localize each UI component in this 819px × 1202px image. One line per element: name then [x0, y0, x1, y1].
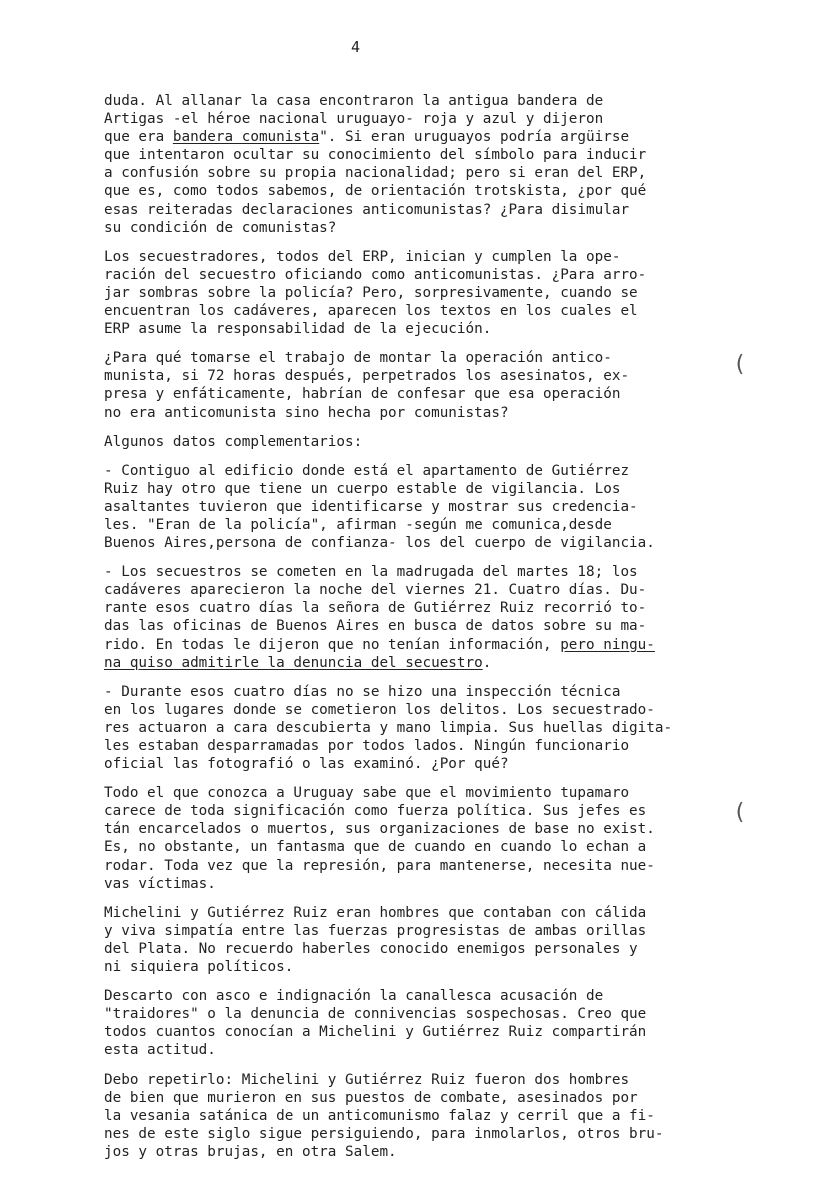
text-line: Algunos datos complementarios:	[104, 433, 363, 450]
text-line: rido. En todas le dijeron que no tenían información, pero ningu-	[104, 636, 655, 653]
text-line: rodar. Toda vez que la represión, para mantenerse, necesita nue-	[104, 857, 655, 874]
text-line: das las oficinas de Buenos Aires en busca de datos sobre su ma-	[104, 618, 647, 635]
margin-bracket-mark: (	[733, 800, 747, 825]
text-line: todos cuantos conocían a Michelini y Gutiérrez Ruiz compartirán	[104, 1024, 647, 1041]
paragraph-5	[104, 462, 764, 552]
text-line: y viva simpatía entre las fuerzas progresistas de ambas orillas	[104, 922, 647, 939]
text-line: encuentran los cadáveres, aparecen los textos en los cuales el	[104, 303, 638, 320]
text-line: ¿Para qué tomarse el trabajo de montar la operación antico-	[104, 350, 612, 367]
text-line: su condición de comunistas?	[104, 219, 337, 236]
text-line: munista, si 72 horas después, perpetrados los asesinatos, ex-	[104, 368, 630, 385]
text-line: que es, como todos sabemos, de orientación trotskista, ¿por qué	[104, 183, 647, 200]
text-line: esas reiteradas declaraciones anticomunistas? ¿Para disimular	[104, 201, 630, 218]
text-line: que era bandera comunista". Si eran uruguayos podría argüirse	[104, 129, 630, 146]
text-line: no era anticomunista sino hecha por comunistas?	[104, 404, 509, 421]
text-line: Descarto con asco e indignación la canallesca acusación de	[104, 988, 604, 1005]
text-line: la vesania satánica de un anticomunismo falaz y cerril que a fi-	[104, 1107, 655, 1124]
text-line: ración del secuestro oficiando como anticomunistas. ¿Para arro-	[104, 266, 647, 283]
text-line: Todo el que conozca a Uruguay sabe que el movimiento tupamaro	[104, 785, 630, 802]
text-line: na quiso admitirle la denuncia del secuestro.	[104, 654, 492, 671]
paragraph-10	[104, 987, 764, 1059]
text-line: rante esos cuatro días la señora de Gutiérrez Ruiz recorrió to-	[104, 600, 647, 617]
text-line: tán encarcelados o muertos, sus organizaciones de base no exist.	[104, 821, 655, 838]
paragraph-2	[104, 248, 764, 338]
paragraph-1	[104, 92, 764, 237]
text-line: - Los secuestros se cometen en la madrugada del martes 18; los	[104, 564, 638, 581]
underlined-phrase: bandera comunista	[172, 129, 320, 146]
text-line: Buenos Aires,persona de confianza- los del cuerpo de vigilancia.	[104, 535, 655, 552]
text-line: ni siquiera políticos.	[104, 959, 294, 976]
text-line: ERP asume la responsabilidad de la ejecución.	[104, 321, 492, 338]
text-line: Es, no obstante, un fantasma que de cuando en cuando lo echan a	[104, 839, 647, 856]
paragraph-11	[104, 1071, 764, 1161]
underlined-phrase: pero ningu-	[560, 636, 655, 653]
text-line: a confusión sobre su propia nacionalidad; pero si eran del ERP,	[104, 165, 647, 182]
text-line: oficial las fotografió o las examinó. ¿Por qué?	[104, 756, 509, 773]
text-line: duda. Al allanar la casa encontraron la antigua bandera de	[104, 93, 604, 109]
text-line: que intentaron ocultar su conocimiento del símbolo para inducir	[104, 147, 647, 164]
page-number: 4	[351, 38, 361, 56]
margin-bracket-mark: (	[733, 352, 747, 377]
paragraph-9	[104, 904, 764, 976]
text-line: de bien que murieron en sus puestos de combate, asesinados por	[104, 1089, 638, 1106]
text-line: Artigas -el héroe nacional uruguayo- roja y azul y dijeron	[104, 111, 604, 128]
text-line: carece de toda significación como fuerza política. Sus jefes es	[104, 803, 647, 820]
text-line: presa y enfáticamente, habrían de confesar que esa operación	[104, 386, 621, 403]
text-line: les estaban desparramadas por todos lados. Ningún funcionario	[104, 738, 630, 754]
text-line: jar sombras sobre la policía? Pero, sorpresivamente, cuando se	[104, 284, 638, 301]
text-line: cadáveres aparecieron la noche del viernes 21. Cuatro días. Du-	[104, 582, 647, 599]
underlined-phrase: na quiso admitirle la denuncia del secuestro	[104, 654, 483, 671]
paragraph-4	[104, 433, 764, 451]
text-line: jos y otras brujas, en otra Salem.	[104, 1143, 397, 1160]
text-line: vas víctimas.	[104, 875, 216, 892]
paragraph-7	[104, 683, 764, 773]
text-line: nes de este siglo sigue persiguiendo, para inmolarlos, otros bru-	[104, 1125, 664, 1142]
document-body	[104, 92, 764, 1172]
text-line: "traidores" o la denuncia de connivencias sospechosas. Creo que	[104, 1006, 647, 1023]
text-line: Los secuestradores, todos del ERP, inician y cumplen la ope-	[104, 248, 621, 265]
text-line: del Plata. No recuerdo haberles conocido enemigos personales y	[104, 940, 638, 957]
text-line: Ruiz hay otro que tiene un cuerpo estable de vigilancia. Los	[104, 480, 621, 497]
text-line: Michelini y Gutiérrez Ruiz eran hombres que contaban con cálida	[104, 904, 647, 921]
text-line: res actuaron a cara descubierta y mano limpia. Sus huellas digita-	[104, 719, 673, 736]
text-line: les. "Eran de la policía", afirman -según me comunica,desde	[104, 516, 612, 533]
text-line: en los lugares donde se cometieron los delitos. Los secuestrado-	[104, 701, 655, 718]
paragraph-3	[104, 349, 764, 421]
text-line: - Durante esos cuatro días no se hizo una inspección técnica	[104, 683, 621, 700]
paragraph-6	[104, 563, 764, 672]
text-line: Debo repetirlo: Michelini y Gutiérrez Ruiz fueron dos hombres	[104, 1071, 630, 1088]
text-line: - Contiguo al edificio donde está el apartamento de Gutiérrez	[104, 462, 630, 479]
paragraph-8	[104, 784, 764, 893]
text-line: asaltantes tuvieron que identificarse y mostrar sus credencia-	[104, 498, 638, 515]
text-line: esta actitud.	[104, 1042, 216, 1059]
